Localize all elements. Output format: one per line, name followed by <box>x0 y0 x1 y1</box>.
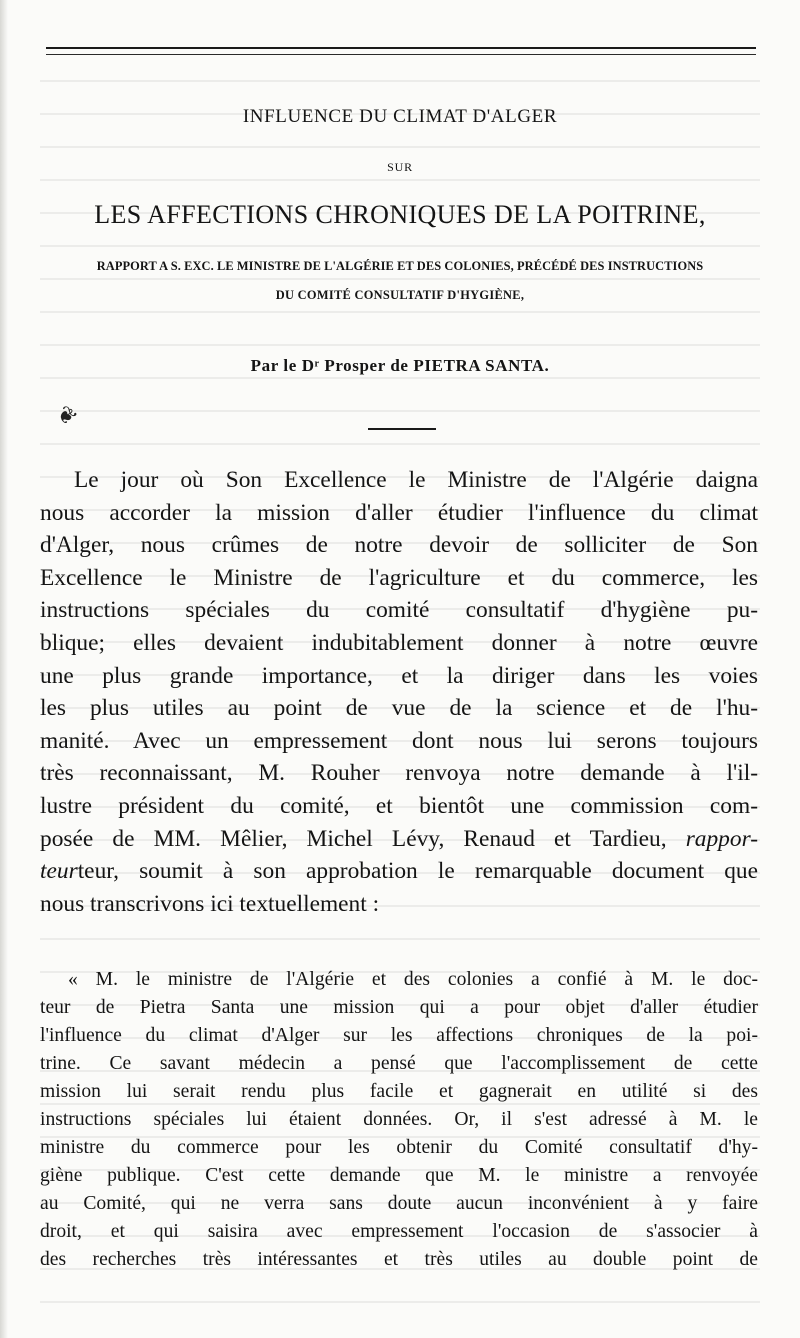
body-line: une plus grande importance, et la diriger dans les voies <box>40 662 758 689</box>
body-line: instructions spéciales du comité consultatif d'hygiène pu- <box>40 597 758 624</box>
quote-line: mission lui serait rendu plus facile et gagnerait en utilité si des <box>40 1081 758 1102</box>
italic-word-rapporteur-start: rappor- <box>685 825 758 852</box>
body-line: Le jour où Son Excellence le Ministre de l'Algérie daigna <box>74 467 758 493</box>
body-line: manité. Avec un empressement dont nous lui serons toujours <box>40 727 758 754</box>
header-rule <box>46 47 756 49</box>
quote-line: giène publique. C'est cette demande que M. le ministre a renvoyée <box>40 1165 758 1186</box>
author-byline: Par le Dʳ Prosper de PIETRA SANTA. <box>250 356 550 375</box>
title-line-1: INFLUENCE DU CLIMAT D'ALGER <box>242 106 558 127</box>
quote-line: instructions spéciales lui étaient données. Or, il s'est adressé à M. le <box>40 1109 758 1130</box>
body-line-with-italic <box>40 855 758 888</box>
quote-line: « M. le ministre de l'Algérie et des colonies a confié à M. le doc- <box>68 969 758 990</box>
quote-line: ministre du commerce pour les obtenir du Comité consultatif d'hy- <box>40 1137 758 1158</box>
printer-ornament-icon: ❦ <box>51 400 82 433</box>
quote-line: trine. Ce savant médecin a pensé que l'accomplissement de cette <box>40 1053 758 1074</box>
body-line: nous transcrivons ici textuellement : <box>40 890 380 917</box>
subtitle-line-2: DU COMITÉ CONSULTATIF D'HYGIÈNE, <box>275 288 525 302</box>
body-line: les plus utiles au point de vue de la science et de l'hu- <box>40 695 758 722</box>
body-line: lustre président du comité, et bientôt une commission com- <box>40 792 758 819</box>
body-line: blique; elles devaient indubitablement donner à notre œuvre <box>40 629 758 656</box>
title-sur: SUR <box>387 160 413 174</box>
section-separator-rule <box>368 428 436 430</box>
body-line: Excellence le Ministre de l'agriculture et du commerce, les <box>40 564 758 591</box>
quote-line: au Comité, qui ne verra sans doute aucun inconvénient à y faire <box>40 1193 758 1214</box>
body-line-text: posée de MM. Mêlier, Michel Lévy, Renaud et Tardieu, <box>40 825 667 852</box>
quoted-instructions <box>40 966 758 1274</box>
body-line-text: teur, soumit à son approbation le remarquable document que <box>77 858 758 885</box>
body-line-with-italic <box>40 823 758 856</box>
body-line: très reconnaissant, M. Rouher renvoya notre demande à l'il- <box>40 760 758 787</box>
subtitle-line-1: RAPPORT A S. EXC. LE MINISTRE DE L'ALGÉRIE ET DES COLONIES, PRÉCÉDÉ DES INSTRUCTIONS <box>96 259 704 273</box>
quote-line: des recherches très intéressantes et très utiles au double point de <box>40 1249 758 1270</box>
quote-line: l'influence du climat d'Alger sur les affections chroniques de la poi- <box>40 1025 758 1046</box>
title-line-2: LES AFFECTIONS CHRONIQUES DE LA POITRINE, <box>94 200 706 229</box>
header-rule-thin <box>46 54 756 55</box>
italic-word-rapporteur-end: teur <box>40 858 78 885</box>
quote-line: droit, et qui saisira avec empressement l'occasion de s'associer à <box>40 1221 758 1242</box>
body-line: d'Alger, nous crûmes de notre devoir de solliciter de Son <box>40 532 758 559</box>
body-paragraph <box>40 464 758 920</box>
body-line: nous accorder la mission d'aller étudier l'influence du climat <box>40 499 758 526</box>
quote-line: teur de Pietra Santa une mission qui a pour objet d'aller étudier <box>40 997 758 1018</box>
